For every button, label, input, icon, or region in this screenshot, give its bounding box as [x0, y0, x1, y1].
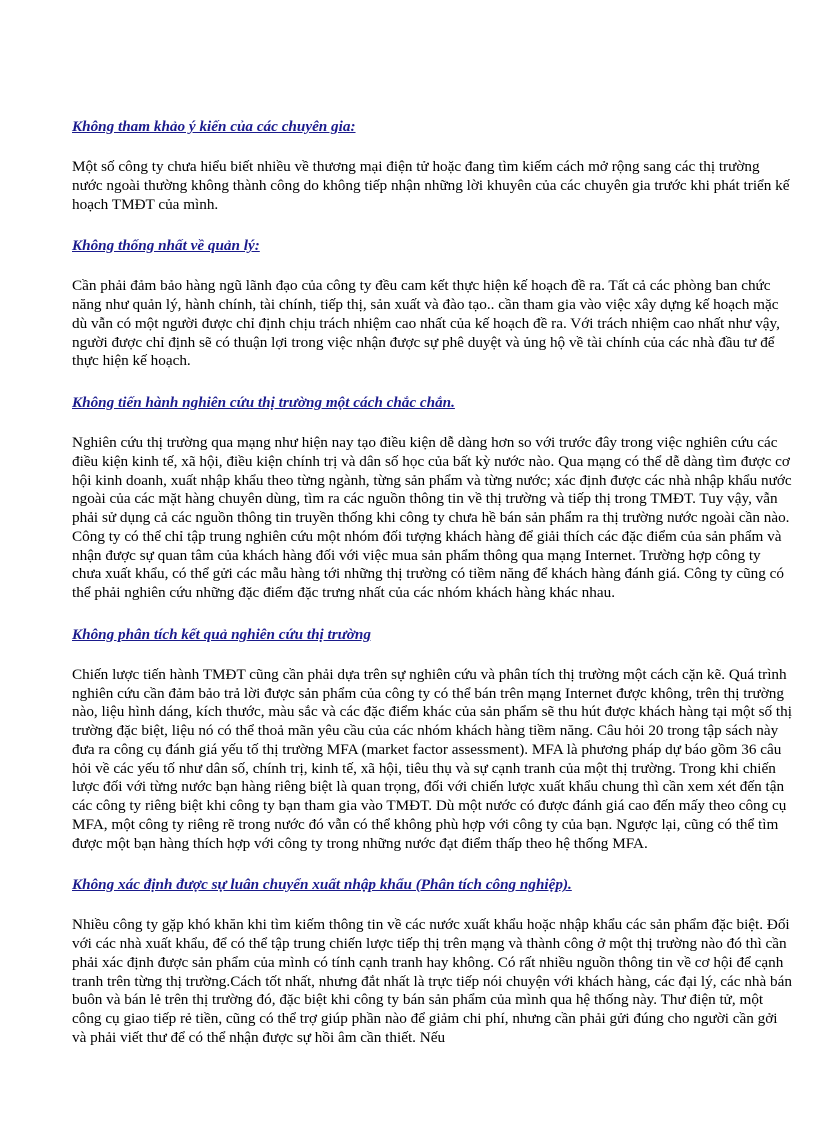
section-heading: Không tham khảo ý kiến của các chuyên gia: [72, 118, 356, 135]
section-paragraph: Cần phải đảm bảo hàng ngũ lãnh đạo của công ty đều cam kết thực hiện kế hoạch đề ra. Tất cả các phòng ban chức năng như quản lý, hành chính, tài chính, tiếp thị, sản xuất và đào tạo.. cần tham gia vào việc xây dựng kế hoạch mặc dù vẫn có một người được chỉ định chịu trách nhiệm cao nhất của kế hoạch đề ra. Với trách nhiệm cao nhất như vậy, người được chỉ định sẽ có thuận lợi trong việc nhận được sự phê duyệt và ủng hộ về tài chính của các nhà đầu tư để thực hiện kế hoạch. [72, 277, 780, 370]
section-heading: Không thống nhất về quản lý: [72, 237, 260, 255]
section-heading: Không xác định được sự luân chuyển xuất nhập khẩu (Phân tích công nghiệp). [72, 876, 572, 894]
section-paragraph: Nghiên cứu thị trường qua mạng như hiện nay tạo điều kiện dễ dàng hơn so với trước đây trong việc nghiên cứu các điều kiện kinh tế, xã hội, điều kiện chính trị và dân số học của bất kỳ nước nào. Qua mạng có thể dễ dàng tìm được cơ hội kinh doanh, xuất nhập khẩu theo từng ngành, từng sản phẩm và từng nước; xác định được các nhà nhập khẩu nước ngoài của các mặt hàng chuyên dùng, tìm ra các nguồn thông tin về thị trường và tiếp thị trong TMĐT. Tuy vậy, vẫn phải sử dụng cả các nguồn thông tin truyền thống khi công ty chưa hề bán sản phẩm ra thị trường nước ngoài cần nào. Công ty có thể chỉ tập trung nghiên cứu một nhóm đối tượng khách hàng để giải thích các đặc điểm của sản phẩm và nhận được sự quan tâm của khách hàng đối với việc mua sản phẩm thông qua mạng Internet. Trường hợp công ty chưa xuất khẩu, có thể gửi các mẫu hàng tới những thị trường có tiềm năng để khách hàng đánh giá. Công ty cũng có thể phải nghiên cứu những đặc điểm đặc trưng nhất của các nhóm khách hàng khác nhau. [72, 434, 792, 601]
section-import-export [72, 875, 792, 1047]
document-page [72, 117, 792, 1048]
section-market-research [72, 393, 792, 603]
section-paragraph: Nhiều công ty gặp khó khăn khi tìm kiếm thông tin về các nước xuất khẩu hoặc nhập khẩu các sản phẩm đặc biệt. Đối với các nhà xuất khẩu, để có thể tập trung chiến lược tiếp thị trên mạng và thành công ở một thị trường nào đó thì cần phải xác định được sản phẩm của mình có tính cạnh tranh hay không. Có rất nhiều nguồn thông tin về cơ hội để cạnh tranh trên từng thị trường.Cách tốt nhất, nhưng đắt nhất là trực tiếp nói chuyện với khách hàng, các đại lý, các nhà bán buôn và bán lẻ trên thị trường đó, đặc biệt khi công ty bán sản phẩm của mình qua hệ thống này. Thư điện tử, một công cụ giao tiếp rẻ tiền, cũng có thể trợ giúp phần nào để giảm chi phí, nhưng cần phải gửi đúng cho người cần gởi và phải viết thư để có thể nhận được sự hồi âm cần thiết. Nếu [72, 916, 792, 1046]
section-paragraph: Chiến lược tiến hành TMĐT cũng cần phải dựa trên sự nghiên cứu và phân tích thị trường một cách cặn kẽ. Quá trình nghiên cứu cần đảm bảo trả lời được sản phẩm của công ty có thể bán trên mạng Internet được không, trên thị trường nào, liệu hình dáng, kích thước, màu sắc và các đặc điểm khác của sản phẩm sẽ thu hút được khách hàng tại một số thị trường đặc biệt, liệu nó có thể thoả mãn yêu cầu của các nhóm khách hàng tiềm năng. Câu hỏi 20 trong tập sách này đưa ra công cụ đánh giá yếu tố thị trường MFA (market factor assessment). MFA là phương pháp dự báo gồm 36 câu hỏi về các yếu tố như dân số, chính trị, kinh tế, xã hội, tiêu thụ và sự cạnh tranh của một thị trường. Trong khi chiến lược đối với từng nước bạn hàng riêng biệt là quan trọng, đối với chiến lược xuất khẩu chung thì cần xem xét đến tận các công ty riêng biệt khi công ty bạn tham gia vào TMĐT. Dù một nước có được đánh giá cao đến mấy theo công cụ MFA, một công ty riêng rẽ trong nước đó vẫn có thể không phù hợp với công ty của bạn. Ngược lại, cũng có thể tìm được một bạn hàng thích hợp với công ty trong những nước đạt điểm thấp theo hệ thống MFA. [72, 665, 792, 852]
section-management [72, 236, 792, 371]
section-experts [72, 117, 792, 214]
section-heading: Không tiến hành nghiên cứu thị trường một cách chắc chắn. [72, 394, 455, 411]
section-heading: Không phân tích kết quả nghiên cứu thị trường [72, 625, 371, 643]
section-paragraph: Một số công ty chưa hiểu biết nhiều về thương mại điện tử hoặc đang tìm kiếm cách mở rộng sang các thị trường nước ngoài thường không thành công do không tiếp nhận những lời khuyên của các chuyên gia trước khi phát triển kế hoạch TMĐT của mình. [72, 158, 790, 213]
section-research-analysis [72, 625, 792, 854]
